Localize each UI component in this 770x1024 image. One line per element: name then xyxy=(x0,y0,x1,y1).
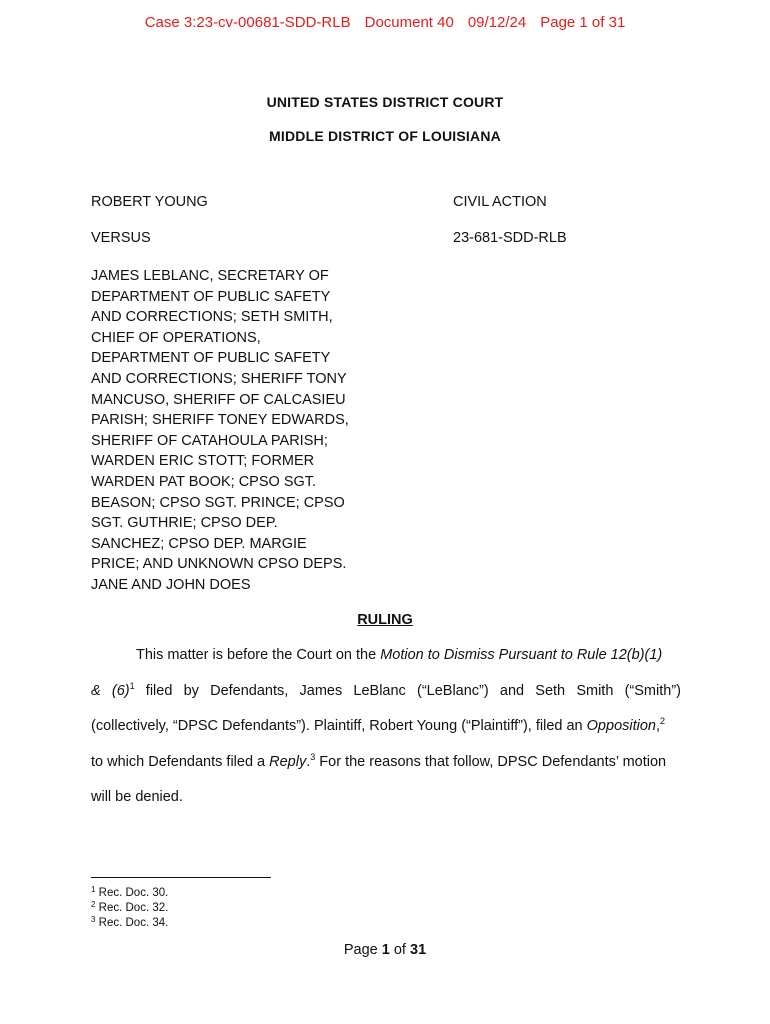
defendants-line: AND CORRECTIONS; SETH SMITH, xyxy=(91,309,333,326)
ruling-body xyxy=(91,645,681,823)
defendants-line: BEASON; CPSO SGT. PRINCE; CPSO xyxy=(91,494,345,511)
footnote-ref: 2 xyxy=(660,716,666,727)
defendants-line: PRICE; AND UNKNOWN CPSO DEPS. xyxy=(91,556,347,573)
defendants-line: DEPARTMENT OF PUBLIC SAFETY xyxy=(91,350,331,367)
defendants-line: DEPARTMENT OF PUBLIC SAFETY xyxy=(91,288,331,305)
defendants-line: CHIEF OF OPERATIONS, xyxy=(91,329,261,346)
case-number: Case 3:23-cv-00681-SDD-RLB xyxy=(144,14,351,31)
footnote-ref: 1 xyxy=(129,680,135,691)
defendants-line: AND CORRECTIONS; SHERIFF TONY xyxy=(91,370,347,387)
footnote: $^2$ Rec. Doc. 32. xyxy=(91,900,169,914)
versus-label: VERSUS xyxy=(91,230,151,246)
defendants-line: WARDEN PAT BOOK; CPSO SGT. xyxy=(91,473,317,490)
action-type: CIVIL ACTION xyxy=(453,194,547,210)
filing-header-stamp xyxy=(0,14,770,31)
body-line: This matter is before the Court on the Motion to Dismiss Pursuant to Rule 12(b)(1) xyxy=(136,647,663,663)
filing-date: 09/12/24 xyxy=(467,14,527,31)
body-line: (collectively, “DPSC Defendants”). Plaintiff, Robert Young (“Plaintiff”), filed an Opposition,$^2$ xyxy=(91,716,666,735)
defendants-line: JANE AND JOHN DOES xyxy=(91,576,251,593)
body-line: will be denied. xyxy=(91,789,183,806)
defendants-list xyxy=(91,266,376,596)
footnote-ref: 3 xyxy=(310,751,316,762)
case-caption-parties xyxy=(91,194,376,596)
defendants-line: MANCUSO, SHERIFF OF CALCASIEU xyxy=(91,391,346,408)
stamp-page-number: Page 1 of 31 xyxy=(540,14,626,31)
defendants-line: SGT. GUTHRIE; CPSO DEP. xyxy=(91,515,278,532)
document-number: Document 40 xyxy=(364,14,454,31)
defendants-line: SANCHEZ; CPSO DEP. MARGIE xyxy=(91,535,307,552)
body-line: & $(6)^1$ filed by Defendants, James LeBlanc (“LeBlanc”) and Seth Smith (“Smith”) xyxy=(91,680,681,699)
motion-title: Motion to Dismiss Pursuant to Rule 12(b)(1) xyxy=(380,647,663,663)
footnote: $^1$ Rec. Doc. 30. xyxy=(91,885,169,899)
footnote-divider xyxy=(91,877,271,878)
defendants-line: SHERIFF OF CATAHOULA PARISH; xyxy=(91,432,328,449)
defendants-line: WARDEN ERIC STOTT; FORMER xyxy=(91,453,315,470)
footnotes xyxy=(91,886,168,931)
defendants-line: PARISH; SHERIFF TONEY EDWARDS, xyxy=(91,412,349,429)
action-number: 23-681-SDD-RLB xyxy=(453,230,567,246)
footnote: $^3$ Rec. Doc. 34. xyxy=(91,915,169,929)
plaintiff-name: ROBERT YOUNG xyxy=(91,194,208,210)
ruling-heading: RULING xyxy=(357,612,413,628)
court-district: MIDDLE DISTRICT OF LOUISIANA xyxy=(269,128,501,144)
defendants-line: JAMES LEBLANC, SECRETARY OF xyxy=(91,268,329,284)
court-name: UNITED STATES DISTRICT COURT xyxy=(266,94,504,110)
page-number-footer: Page 1 of 31 xyxy=(343,942,427,958)
case-caption-action xyxy=(453,194,703,266)
body-line: to which Defendants filed a Reply.$^3$ For the reasons that follow, DPSC Defendants’ motion xyxy=(91,751,667,770)
